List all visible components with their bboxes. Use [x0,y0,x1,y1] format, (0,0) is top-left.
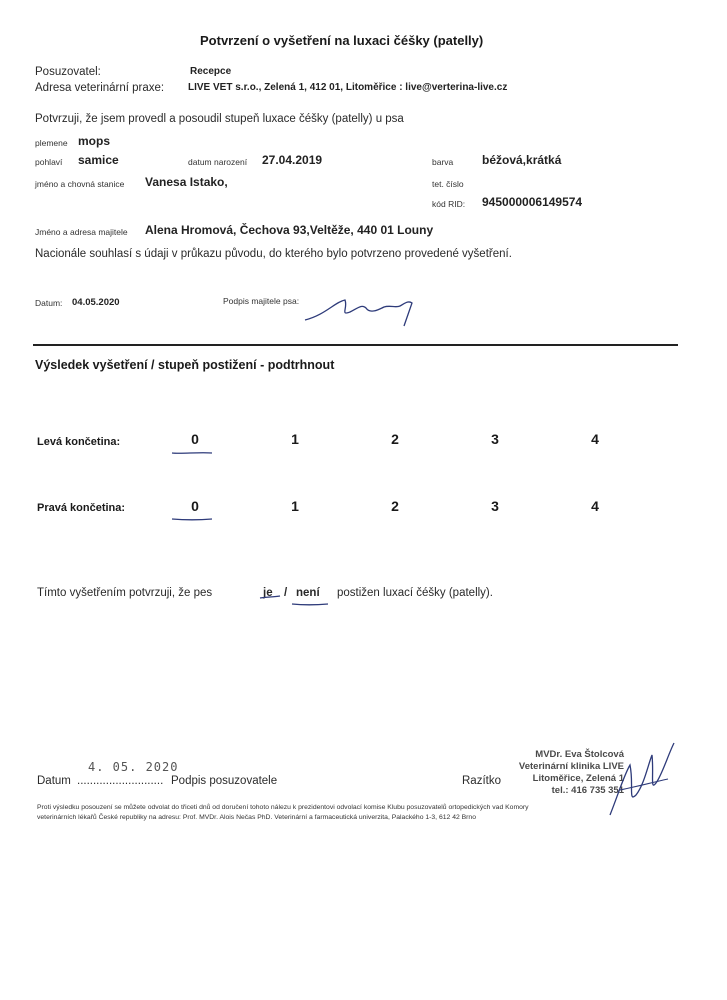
name-label: jméno a chovná stanice [35,179,125,189]
footer-sign-label: Podpis posuzovatele [171,775,278,787]
conclusion-is-strike [258,592,282,602]
owner-value: Alena Hromová, Čechova 93,Veltěže, 440 01 Louny [145,223,434,237]
page-title: Potvrzení o vyšetření na luxaci čéšky (patelly) [200,33,484,48]
color-value: béžová,krátká [482,153,562,167]
section-divider [33,344,678,346]
conclusion-is: je [263,587,273,599]
right-grade-2: 2 [391,498,399,514]
handwritten-date: 4. 05. 2020 [88,760,179,774]
stamp-line-1: MVDr. Eva Štolcová [535,749,624,760]
results-heading: Výsledek vyšetření / stupeň postižení - podtrhnout [35,358,335,372]
conclusion-suffix: postižen luxací čéšky (patelly). [337,587,493,599]
right-grade-3: 3 [491,498,499,514]
left-grade-underline [170,448,214,456]
stamp-line-2: Veterinární klinika LIVE [518,761,624,772]
date-value: 04.05.2020 [72,297,120,308]
footer-dots: ........................... [77,775,164,787]
date-label: Datum: [35,298,63,308]
right-grade-4: 4 [591,498,599,514]
sex-value: samice [78,153,119,167]
right-grade-1: 1 [291,498,299,514]
conclusion-is-not-underline [290,600,330,608]
assessor-label: Posuzovatel: [35,66,101,78]
left-grade-3: 3 [491,431,499,447]
right-grade-underline [170,515,214,523]
color-label: barva [432,157,454,167]
practice-label: Adresa veterinární praxe: [35,82,165,94]
appeal-line-2: veterinárních lékařů České republiky na adresu: Prof. MVDr. Alois Nečas PhD. Veterinární a farmaceutická univerzita, Palackého 1-3, 612 42 Brno [37,814,476,821]
dob-label: datum narození [188,157,248,167]
conclusion-prefix: Tímto vyšetřením potvrzuji, že pes [37,587,213,599]
assessor-signature [590,735,690,825]
owner-signature [300,290,420,330]
breed-label: plemene [35,138,68,148]
footer-date-label: Datum [37,775,71,787]
stamp-label: Razítko [462,775,501,787]
left-grade-2: 2 [391,431,399,447]
assessor-value: Recepce [190,66,232,77]
dob-value: 27.04.2019 [262,153,323,167]
right-grade-0: 0 [191,498,199,514]
owner-sign-label: Podpis majitele psa: [223,296,300,306]
left-leg-label: Levá končetina: [37,436,121,448]
tattoo-label: tet. číslo [432,179,464,189]
stamp-line-3: Litoměřice, Zelená 1 [532,773,624,784]
confirm-text: Potvrzuji, že jsem provedl a posoudil stupeň luxace čéšky (patelly) u psa [35,113,404,125]
conclusion-is-not: není [296,587,320,599]
name-value: Vanesa Istako, [145,175,228,189]
practice-value: LIVE VET s.r.o., Zelená 1, 412 01, Litoměřice : live@verterina-live.cz [188,82,508,93]
stamp-line-4: tel.: 416 735 351 [551,785,624,796]
left-grade-0: 0 [191,431,199,447]
nationale-text: Nacionále souhlasí s údaji v průkazu původu, do kterého bylo potvrzeno provedené vyšetření. [35,248,512,260]
breed-value: mops [78,134,111,148]
owner-label: Jméno a adresa majitele [35,227,128,237]
right-leg-label: Pravá končetina: [37,502,126,514]
left-grade-1: 1 [291,431,299,447]
rid-value: 945000006149574 [482,195,583,209]
conclusion-slash: / [284,587,288,599]
left-grade-4: 4 [591,431,599,447]
sex-label: pohlaví [35,157,63,167]
rid-label: kód RID: [432,199,466,209]
appeal-line-1: Proti výsledku posouzení se můžete odvolat do třiceti dnů od doručení tohoto nálezu k prezidentovi odvolací komise Klubu posuzovatelů ortopedických vad Komory [37,804,529,811]
